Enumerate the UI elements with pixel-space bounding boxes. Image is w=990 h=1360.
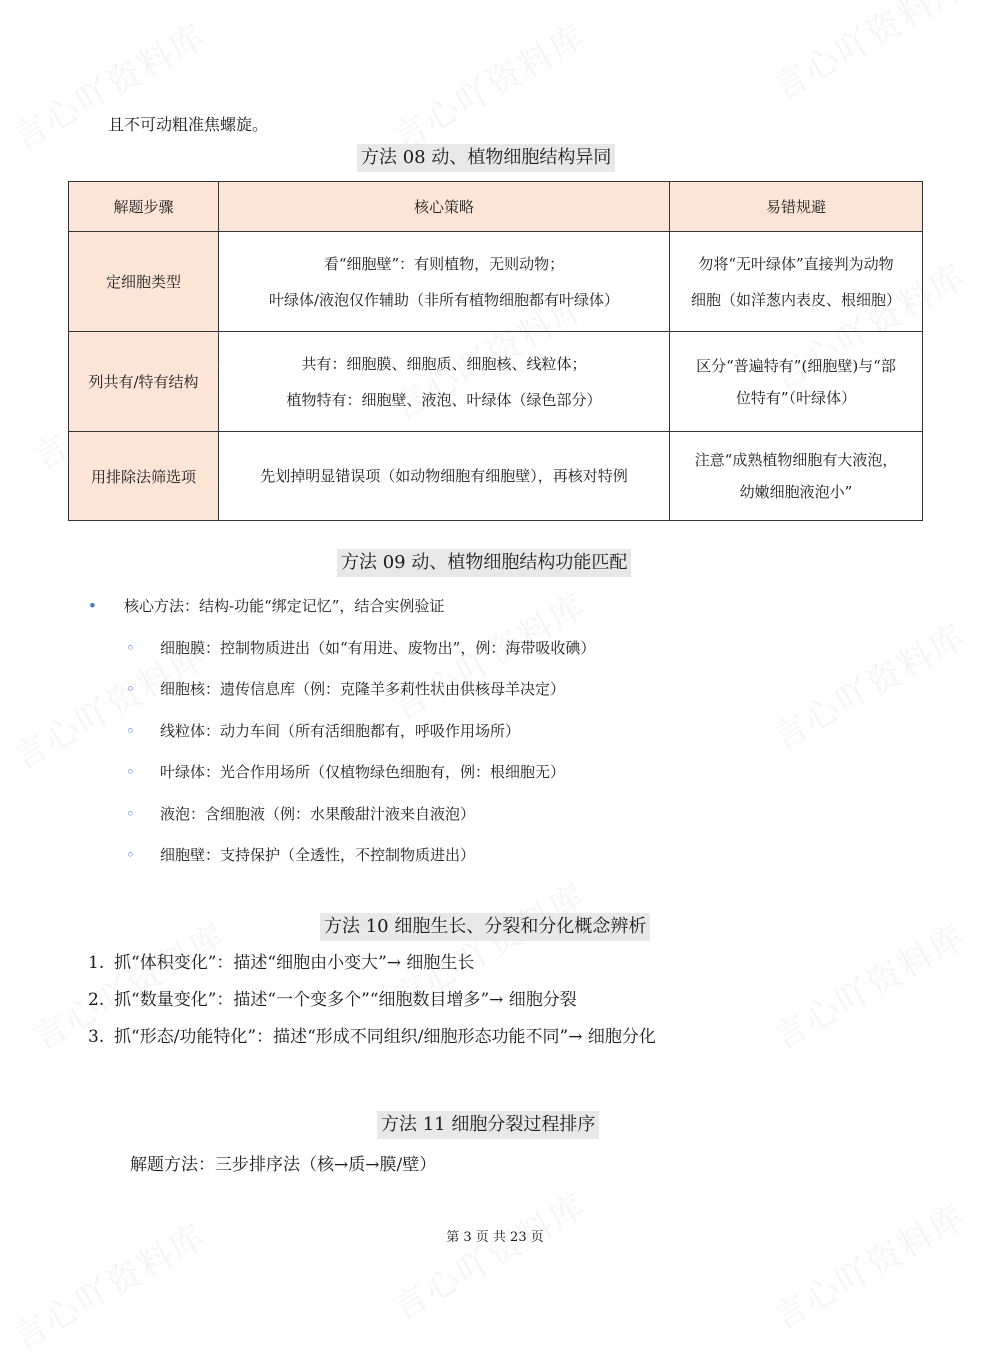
table-row	[69, 432, 923, 521]
list-item-text: 线粒体：动力车间（所有活细胞都有，呼吸作用场所）	[160, 721, 521, 740]
list-item-text: 细胞膜：控制物质进出（如“有用进、废物出”，例：海带吸收碘）	[160, 638, 596, 657]
strategy-line: 植物特有：细胞壁、液泡、叶绿体（绿色部分）	[286, 390, 602, 409]
table-row	[69, 332, 923, 432]
intro-line: 且不可动粗准焦螺旋。	[108, 115, 269, 134]
list-item-text: 细胞壁：支持保护（全透性，不控制物质进出）	[160, 846, 476, 864]
table-header-row	[69, 182, 923, 232]
bullet-dot-icon: •	[88, 597, 97, 615]
list-item-text: 抓“形态/功能特化”：描述“形成不同组织/细胞形态功能不同”→ 细胞分化	[114, 1027, 656, 1047]
list-item	[88, 1025, 656, 1062]
strategy-line: 叶绿体/液泡仅作辅助（非所有植物细胞都有叶绿体）	[268, 290, 620, 309]
pitfall-line: 幼嫩细胞液泡小”	[739, 483, 853, 501]
table-header-cell: 易错规避	[670, 182, 923, 232]
bullet-circle-icon: ◦	[126, 846, 135, 864]
pitfall-line: 细胞（如洋葱内表皮、根细胞）	[690, 290, 901, 309]
watermark-text	[762, 609, 974, 759]
pitfall-line: 位特有”（叶绿体）	[735, 388, 857, 407]
strategy-line: 共有：细胞膜、细胞质、细胞核、线粒体；	[301, 354, 587, 373]
watermark-text	[382, 9, 594, 159]
watermark-text	[762, 909, 974, 1059]
list-item-text: 叶绿体：光合作用场所（仅植物绿色细胞有，例：根细胞无）	[160, 763, 566, 781]
bullet-circle-icon: ◦	[126, 763, 135, 781]
strategy-cell	[219, 332, 670, 432]
pitfall-line: 勿将“无叶绿体”直接判为动物	[698, 254, 894, 273]
list-item-text: 细胞核：遗传信息库（例：克隆羊多莉性状由供核母羊决定）	[160, 680, 566, 698]
strategy-cell	[219, 432, 670, 521]
table-header-cell: 核心策略	[219, 182, 670, 232]
method10-heading: 方法 10 细胞生长、分裂和分化概念辨析	[320, 913, 650, 941]
watermark-text	[762, 1189, 974, 1339]
table-header-cell: 解题步骤	[69, 182, 219, 232]
strategy-line: 看“细胞壁”：有则植物，无则动物；	[323, 254, 565, 273]
pitfall-line: 区分“普遍特有”(细胞壁)与“部	[696, 356, 896, 375]
method11-solve-line: 解题方法：三步排序法（核→质→膜/壁）	[130, 1155, 437, 1175]
list-item	[88, 988, 656, 1025]
list-item-text: 抓“数量变化”：描述“一个变多个”“细胞数目增多”→ 细胞分裂	[114, 990, 577, 1010]
bullet-circle-icon: ◦	[126, 680, 135, 698]
list-item-text: 液泡：含细胞液（例：水果酸甜汁液来自液泡）	[160, 804, 476, 823]
pitfall-cell	[670, 232, 923, 332]
method09-heading: 方法 09 动、植物细胞结构功能匹配	[337, 549, 631, 577]
list-item-text: 抓“体积变化”：描述“细胞由小变大”→ 细胞生长	[114, 953, 475, 973]
table-row	[69, 232, 923, 332]
pitfall-line: 注意“成熟植物细胞有大液泡，	[694, 451, 898, 469]
step-cell: 用排除法筛选项	[69, 432, 219, 521]
list-number: 1.	[88, 953, 105, 973]
method10-list	[88, 951, 656, 1062]
method11-heading: 方法 11 细胞分裂过程排序	[377, 1111, 599, 1139]
pitfall-cell	[670, 332, 923, 432]
list-number: 3.	[88, 1027, 105, 1047]
bullet-circle-icon: ◦	[126, 804, 135, 823]
method08-table	[68, 181, 923, 521]
list-item-text: 核心方法：结构-功能“绑定记忆”，结合实例验证	[124, 597, 445, 615]
watermark-text	[2, 9, 214, 159]
step-cell: 列共有/特有结构	[69, 332, 219, 432]
strategy-line: 先划掉明显错误项（如动物细胞有细胞壁），再核对特例	[260, 467, 628, 485]
bullet-circle-icon: ◦	[126, 721, 135, 740]
step-cell: 定细胞类型	[69, 232, 219, 332]
watermark-text	[382, 1179, 594, 1329]
strategy-cell	[219, 232, 670, 332]
list-item	[88, 951, 656, 988]
pitfall-cell	[670, 432, 923, 521]
watermark-text	[762, 0, 974, 110]
page-footer: 第 3 页 共 23 页	[446, 1230, 544, 1245]
method08-heading: 方法 08 动、植物细胞结构异同	[357, 144, 615, 172]
bullet-circle-icon: ◦	[126, 638, 135, 657]
list-number: 2.	[88, 990, 105, 1010]
